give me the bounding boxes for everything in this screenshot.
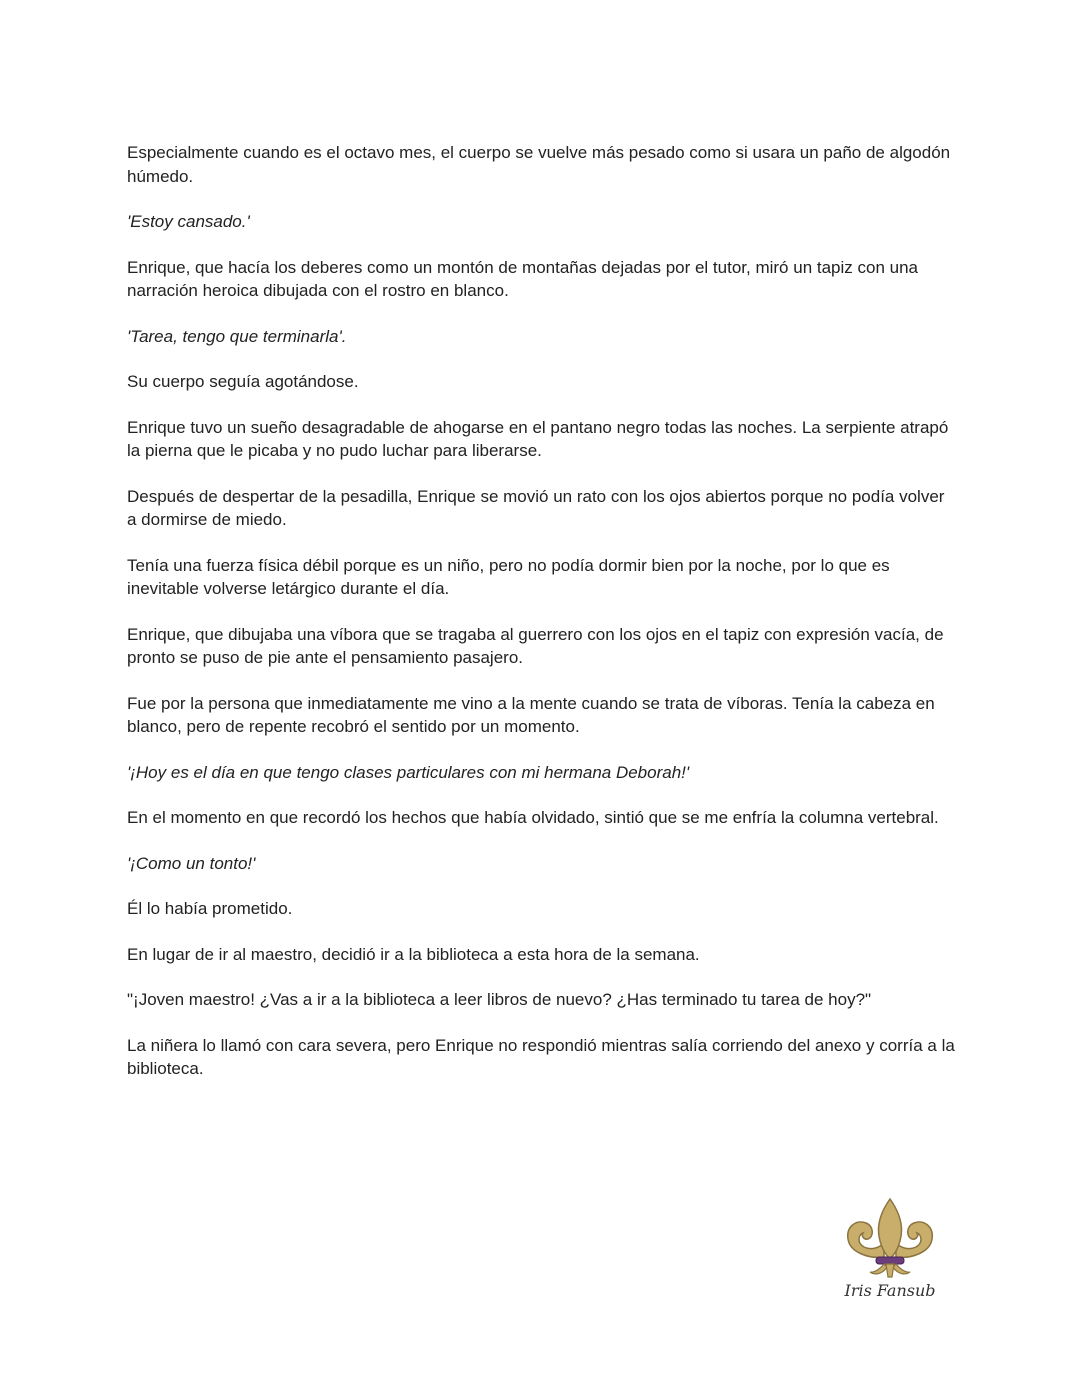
paragraph-thought: 'Estoy cansado.': [127, 212, 250, 231]
logo-text: Iris Fansub: [844, 1281, 936, 1300]
paragraph: Fue por la persona que inmediatamente me vino a la mente cuando se trata de víboras. Tenía la cabeza en blanco, pero de repente recobró el sentido por un momento.: [127, 693, 935, 736]
iris-fansub-logo: [840, 1195, 940, 1310]
paragraph: Especialmente cuando es el octavo mes, el cuerpo se vuelve más pesado como si usara un paño de algodón húmedo.: [127, 143, 951, 186]
paragraph-dialogue: "¡Joven maestro! ¿Vas a ir a la biblioteca a leer libros de nuevo? ¿Has terminado tu tarea de hoy?": [127, 990, 872, 1009]
document-body: [127, 141, 957, 1103]
fleur-de-lis-icon: [840, 1195, 940, 1285]
paragraph: En lugar de ir al maestro, decidió ir a la biblioteca a esta hora de la semana.: [127, 944, 700, 964]
paragraph-thought: '¡Hoy es el día en que tengo clases particulares con mi hermana Deborah!': [127, 762, 690, 782]
paragraph: Su cuerpo seguía agotándose.: [127, 372, 359, 391]
paragraph: Enrique tuvo un sueño desagradable de ahogarse en el pantano negro todas las noches. La serpiente atrapó la pierna que le picaba y no pudo luchar para liberarse.: [127, 417, 949, 460]
paragraph-thought: 'Tarea, tengo que terminarla'.: [127, 326, 347, 346]
paragraph: Enrique, que hacía los deberes como un montón de montañas dejadas por el tutor, miró un tapiz con una narración heroica dibujada con el rostro en blanco.: [127, 257, 918, 300]
paragraph: En el momento en que recordó los hechos que había olvidado, sintió que se me enfría la columna vertebral.: [127, 808, 939, 827]
paragraph-thought: '¡Como un tonto!': [127, 853, 256, 873]
paragraph: Después de despertar de la pesadilla, Enrique se movió un rato con los ojos abiertos porque no podía volver a dormirse de miedo.: [127, 486, 945, 529]
paragraph: Enrique, que dibujaba una víbora que se tragaba al guerrero con los ojos en el tapiz con expresión vacía, de pronto se puso de pie ante el pensamiento pasajero.: [127, 624, 944, 667]
paragraph: Él lo había prometido.: [127, 899, 293, 918]
paragraph: La niñera lo llamó con cara severa, pero Enrique no respondió mientras salía corriendo del anexo y corría a la biblioteca.: [127, 1035, 955, 1078]
paragraph: Tenía una fuerza física débil porque es un niño, pero no podía dormir bien por la noche, por lo que es inevitable volverse letárgico durante el día.: [127, 555, 890, 598]
